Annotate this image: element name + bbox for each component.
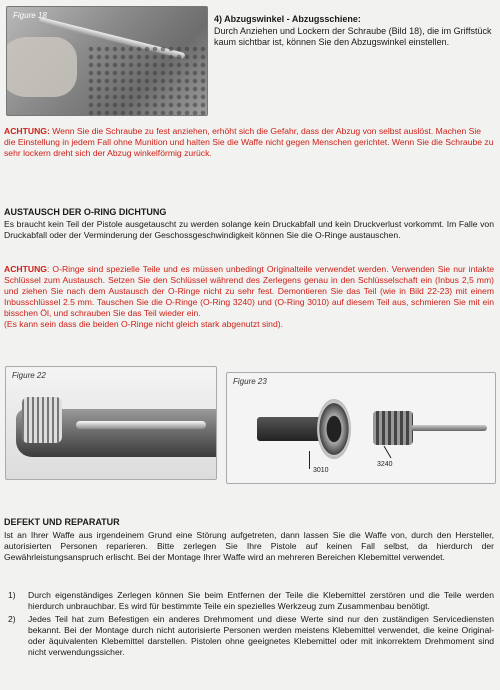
figure-18-photo: [6, 6, 208, 116]
figure-22-label: Figure 22: [12, 371, 46, 380]
arrow-3240: [384, 446, 392, 459]
warning-1-label: ACHTUNG:: [4, 126, 50, 136]
hex-key-shape: [76, 421, 206, 429]
section-4: [214, 14, 494, 49]
warning-2-text: : O-Ringe sind spezielle Teile und es müssen unbedingt Originalteile verwendet werden. Verwenden Sie nur intakte Schlüssel zum Austausch. Setzen Sie den Schlüssel während des Zerlegens genau in den Schlüsselschaft ein (Inbus 2,5 mm) und ziehen Sie nach dem Austausch der O-Ringe nicht zu sehr fest. Demontieren Sie das Teil (wie in Bild 22-23) mit einem Inbusschlüssel 2.5 mm. Tauschen Sie die O-Ringe (O-Ring 3240) und (O-Ring 3010) auf diesem Teil aus, schmieren Sie mit ein bisschen Öl, und schrauben Sie das Teil wieder ein.: [4, 264, 494, 318]
list-item-number: 2): [8, 614, 16, 624]
oring-seat-shape: [317, 399, 351, 459]
warning-2: [4, 264, 494, 330]
warning-1-text: Wenn Sie die Schraube zu fest anziehen, erhöht sich die Gefahr, dass der Abzug von selbst auslöst. Machen Sie die Einstellung in jedem Fall ohne Munition und halten Sie die Waffe nicht gegen Menschen gerichtet. Wenn Sie die Schraube zu sehr lockern dreht sich der Abzug winkelförmig zurück.: [4, 126, 494, 158]
warning-2-note: (Es kann sein dass die beiden O-Ringe nicht gleich stark abgenutzt sind).: [4, 319, 283, 329]
hex-key-shape: [411, 425, 487, 431]
oring-body: Es braucht kein Teil der Pistole ausgetauscht zu werden solange kein Druckabfall und kein Druckverlust vorkommt. Im Falle von Druckabfall oder der Verminderung der Geschossgeschwindigkeit können Sie die O-Ringe austauschen.: [4, 219, 494, 240]
list-item-text: Durch eigenständiges Zerlegen können Sie beim Entfernen der Teile die Klebemittel zerstören und die Teile werden hierdurch unbrauchbar. Es wird für bestimmte Teile ein spezielles Werkzeug zum Zusammenbau benötigt.: [28, 590, 494, 611]
warning-2-label: ACHTUNG: [4, 264, 47, 274]
list-item-number: 1): [8, 590, 16, 600]
defekt-body: Ist an Ihrer Waffe aus irgendeinem Grund eine Störung aufgetreten, dann lassen Sie die Waffe von, durch den Hersteller, autorisierten Personen reparieren. Bitte zerlegen Sie Ihre Pistole auf keinen Fall selbst, da hierdurch der Gewährleistungsanspruch erlischt. Bei der Montage Ihrer Waffe wird an mehreren Bereichen Klebemittel verwendet.: [4, 530, 494, 562]
arrow-3010: [309, 451, 310, 469]
numbered-list: [4, 590, 494, 660]
label-3240: 3240: [377, 461, 393, 468]
warning-1: [4, 126, 494, 159]
list-item-text: Jedes Teil hat zum Befestigen ein anderes Drehmoment und diese Werte sind nur den zuständigen Servicediensten bekannt. Bei der Montage durch nicht autorisierte Personen werden meistens Klebemittel verwendet, die keine Original- oder äquivalenten Klebemittel darstellen. Pistolen ohne geeignetes Klebemittel oder mit inkorrektem Drehmoment sind nicht verwendungssicher.: [28, 614, 494, 657]
defekt-heading: DEFEKT UND REPARATUR: [4, 517, 120, 527]
hand-shape: [6, 37, 77, 97]
list-item: [4, 614, 494, 658]
figure-23-label: Figure 23: [233, 377, 267, 386]
oring-heading: AUSTAUSCH DER O-RING DICHTUNG: [4, 207, 167, 217]
figure-22-photo: [5, 366, 217, 480]
section-4-body: Durch Anziehen und Lockern der Schraube (Bild 18), die im Griffstück kaum sichtbar ist, können Sie den Abzugswinkel einstellen.: [214, 25, 492, 47]
list-item: [4, 590, 494, 612]
label-3010: 3010: [313, 467, 329, 474]
grip-texture: [87, 45, 207, 115]
threaded-part-shape: [373, 411, 413, 445]
spring-shape: [22, 397, 62, 443]
section-4-heading: 4) Abzugswinkel - Abzugsschiene:: [214, 14, 361, 24]
figure-23-photo: [226, 372, 496, 484]
figure-18-label: Figure 18: [13, 11, 47, 20]
